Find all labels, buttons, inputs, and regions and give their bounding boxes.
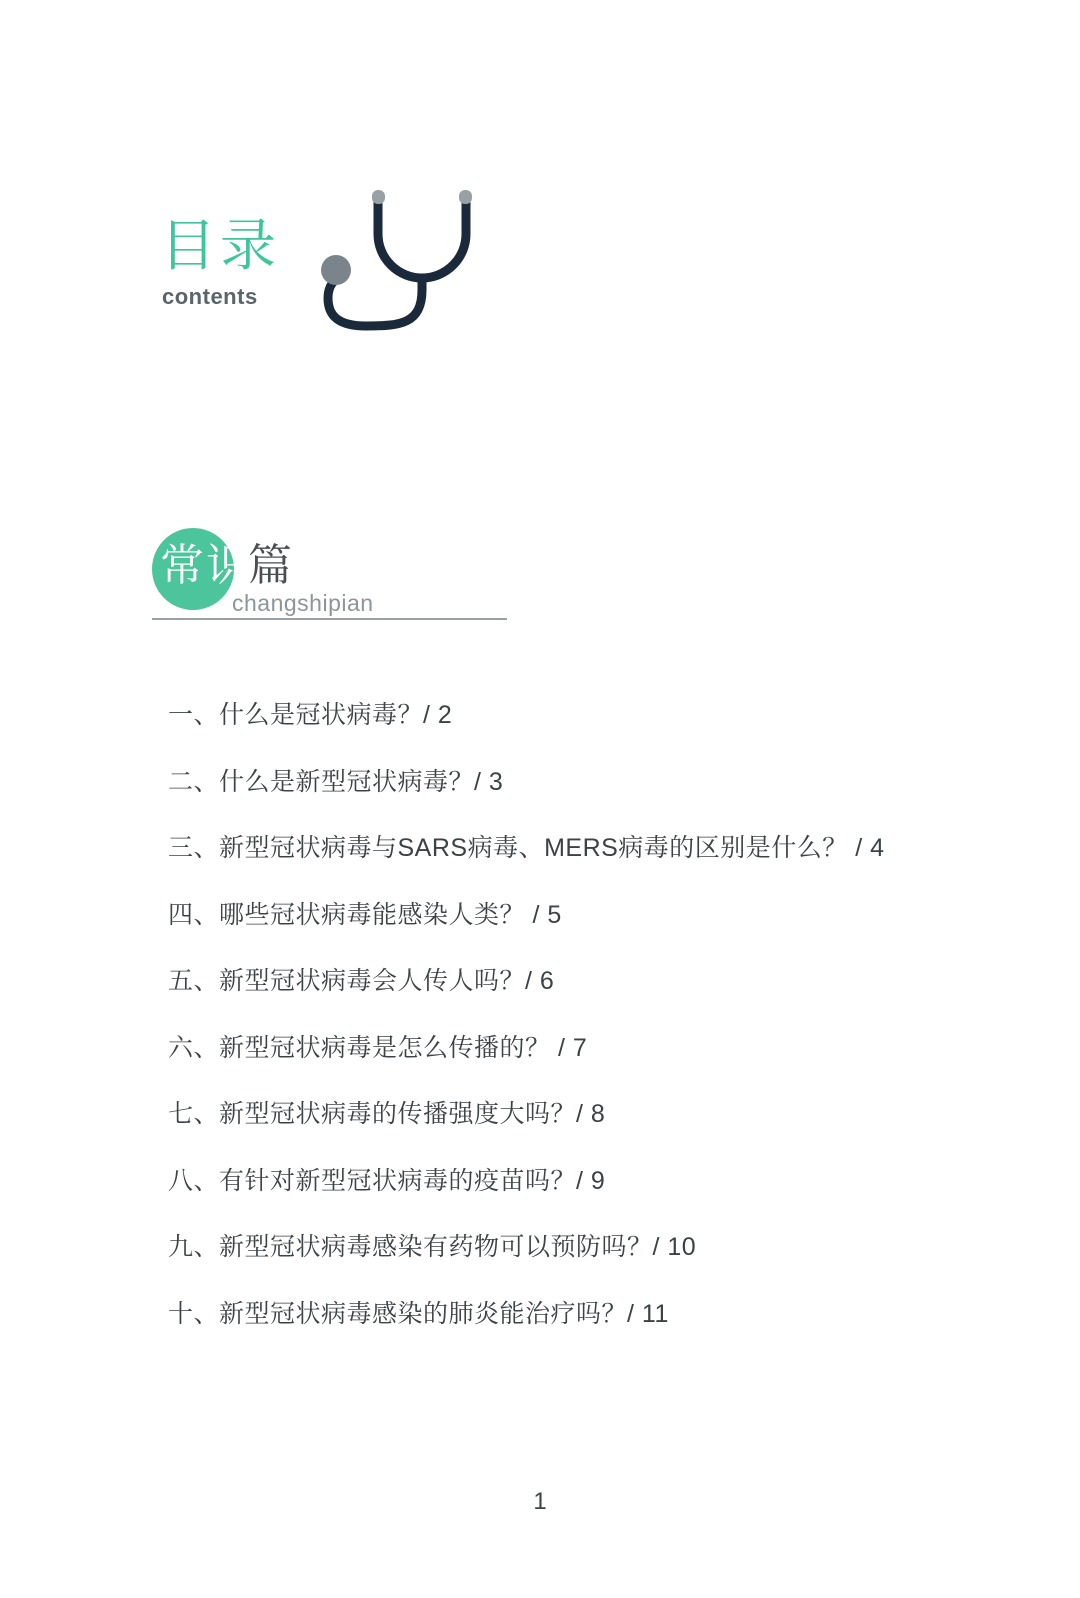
toc-entry[interactable]: 十、新型冠状病毒感染的肺炎能治疗吗？/ 11 <box>168 1299 669 1328</box>
badge-label-primary: 常识 <box>160 541 252 590</box>
badge-pinyin: changshipian <box>232 590 374 616</box>
toc-entry[interactable]: 六、新型冠状病毒是怎么传播的？ / 7 <box>168 1033 588 1062</box>
toc-entry[interactable]: 五、新型冠状病毒会人传人吗？/ 6 <box>168 967 555 995</box>
contents-title-en: contents <box>162 284 258 309</box>
badge-underline-extension <box>355 618 507 620</box>
contents-title-cn: 目录 <box>160 214 280 277</box>
toc-entry[interactable]: 八、有针对新型冠状病毒的疫苗吗？/ 9 <box>168 1166 606 1195</box>
contents-header <box>160 196 580 356</box>
toc-entry[interactable]: 一、什么是冠状病毒？/ 2 <box>168 701 453 729</box>
toc-entry[interactable]: 三、新型冠状病毒与SARS病毒、MERS病毒的区别是什么？ / 4 <box>168 834 885 862</box>
toc-entry[interactable]: 二、什么是新型冠状病毒？/ 3 <box>168 767 504 796</box>
page-number: 1 <box>533 1488 547 1515</box>
table-of-contents <box>168 700 988 1365</box>
stethoscope-icon <box>270 186 570 356</box>
toc-entry[interactable]: 四、哪些冠状病毒能感染人类？ / 5 <box>168 900 562 929</box>
toc-entry[interactable]: 七、新型冠状病毒的传播强度大吗？/ 8 <box>168 1100 606 1128</box>
badge-label-secondary: 篇 <box>248 541 294 590</box>
toc-entry[interactable]: 九、新型冠状病毒感染有药物可以预防吗？/ 10 <box>168 1233 697 1261</box>
badge-underline <box>152 618 355 620</box>
section-badge <box>152 528 572 628</box>
